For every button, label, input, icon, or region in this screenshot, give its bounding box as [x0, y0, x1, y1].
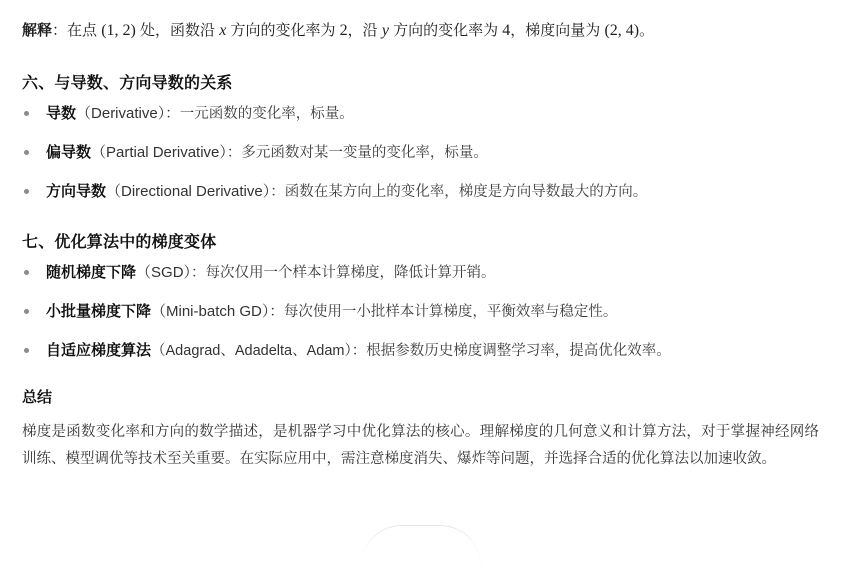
list-item-desc: 根据参数历史梯度调整学习率，提高优化效率。: [366, 343, 671, 359]
list-item-term: 自适应梯度算法: [46, 342, 152, 359]
explanation-math-1: (1, 2): [101, 22, 136, 39]
page-bottom-arc-divider: [361, 525, 481, 566]
bullet-dot-icon: [24, 348, 29, 353]
explanation-math-5: 4: [502, 22, 511, 39]
list-item-desc: 一元函数的变化率，标量。: [179, 106, 354, 122]
bullet-dot-icon: [24, 111, 29, 116]
explanation-label: 解释: [22, 22, 53, 39]
explanation-text-4: ，沿: [347, 22, 382, 39]
explanation-text-2: 处，函数沿: [135, 22, 220, 39]
summary-body: 梯度是函数变化率和方向的数学描述，是机器学习中优化算法的核心。理解梯度的几何意义和计算方法，对于掌握神经网络训练、模型调优等技术至关重要。在实际应用中，需注意梯度消失、爆炸等问题，并选择合适的优化算法以加速收敛。: [22, 424, 819, 467]
list-item-desc: 每次使用一小批样本计算梯度，平衡效率与稳定性。: [283, 304, 618, 320]
list-item-term-en: （Directional Derivative）: [106, 183, 271, 200]
list-item: [22, 301, 819, 323]
list-item-separator: ：: [226, 145, 242, 161]
list-item-term: 方向导数: [46, 183, 107, 200]
list-item-desc: 函数在某方向上的变化率，梯度是方向导数最大的方向。: [284, 184, 648, 200]
bullet-dot-icon: [24, 189, 29, 194]
list-item: [22, 103, 819, 125]
list-item: [22, 262, 819, 284]
list-item-term-en: （Adagrad、Adadelta、Adam）: [151, 343, 352, 359]
list-item-term-en: （Partial Derivative）: [91, 144, 227, 161]
list-derivative-relation: [22, 103, 819, 203]
list-item-term: 导数: [46, 105, 77, 122]
list-item-term: 偏导数: [46, 144, 92, 161]
explanation-text-7: 。: [639, 22, 655, 39]
explanation-math-3: 2: [339, 22, 348, 39]
bullet-dot-icon: [24, 270, 29, 275]
list-gradient-variants: [22, 262, 819, 362]
explanation-math-2: x: [219, 22, 227, 39]
list-item-term-en: （SGD）: [136, 264, 192, 281]
list-item-desc: 每次仅用一个样本计算梯度，降低计算开销。: [205, 265, 496, 281]
list-item-separator: ：: [269, 304, 284, 320]
list-item: [22, 340, 819, 362]
list-item-separator: ：: [270, 184, 285, 200]
list-item: [22, 181, 819, 203]
summary-title: 总结: [22, 389, 53, 406]
list-item-separator: ：: [351, 343, 367, 359]
section-heading-gradient-variants: 七、优化算法中的梯度变体: [22, 234, 217, 251]
section-heading-derivative-relation: 六、与导数、方向导数的关系: [22, 75, 233, 92]
list-item-term: 随机梯度下降: [46, 264, 137, 281]
explanation-text-6: ，梯度向量为: [510, 22, 605, 39]
list-item-separator: ：: [165, 106, 180, 122]
explanation-math-6: (2, 4): [604, 22, 640, 39]
explanation-paragraph: [22, 18, 819, 44]
explanation-text-1: ：在点: [52, 22, 102, 39]
list-item-separator: ：: [191, 265, 206, 281]
bullet-dot-icon: [24, 309, 29, 314]
bullet-dot-icon: [24, 150, 29, 155]
explanation-text-3: 方向的变化率为: [226, 22, 340, 39]
list-item-desc: 多元函数对某一变量的变化率，标量。: [241, 145, 488, 161]
explanation-text-5: 方向的变化率为: [388, 22, 503, 39]
explanation-math-4: y: [381, 22, 389, 39]
list-item-term-en: （Mini-batch GD）: [151, 303, 270, 320]
list-item: [22, 142, 819, 164]
list-item-term: 小批量梯度下降: [46, 303, 152, 320]
list-item-term-en: （Derivative）: [76, 105, 166, 122]
